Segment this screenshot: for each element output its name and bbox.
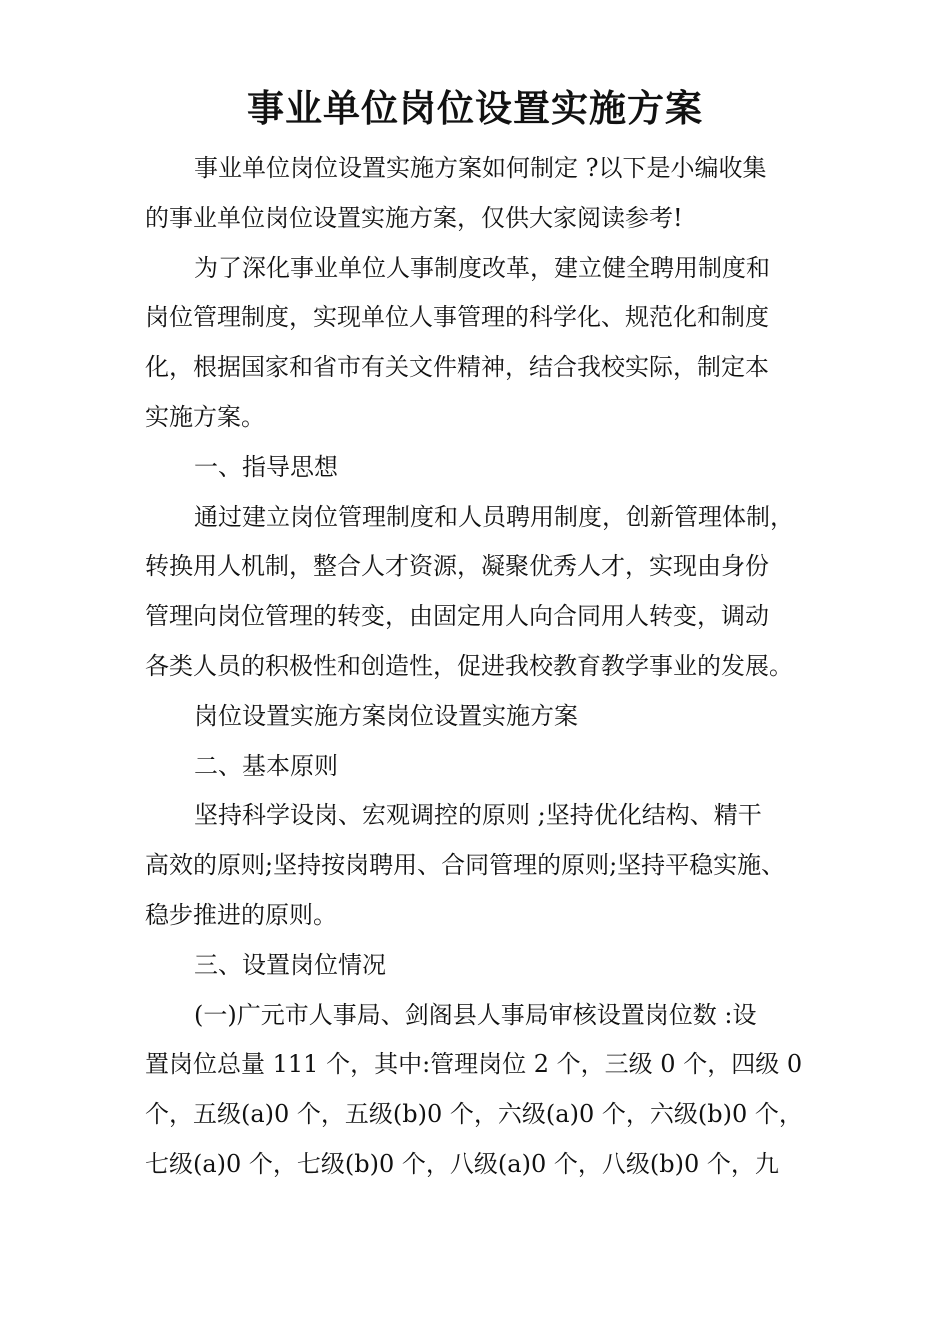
text-line: 个，五级(a)0 个，五级(b)0 个，六级(a)0 个，六级(b)0 个， xyxy=(145,1100,803,1129)
text-line: 为了深化事业单位人事制度改革，建立健全聘用制度和 xyxy=(194,253,770,282)
text-line: 化，根据国家和省市有关文件精神，结合我校实际，制定本 xyxy=(145,353,769,382)
text-line: (一)广元市人事局、剑阁县人事局审核设置岗位数 :设 xyxy=(194,1000,757,1029)
document-title: 事业单位岗位设置实施方案 xyxy=(247,86,703,130)
text-line: 转换用人机制，整合人才资源，凝聚优秀人才，实现由身份 xyxy=(145,552,769,581)
document-body xyxy=(145,144,810,1190)
section-heading: 一、指导思想 xyxy=(194,452,338,481)
section-heading: 二、基本原则 xyxy=(194,751,338,780)
section-heading: 三、设置岗位情况 xyxy=(194,950,386,979)
text-line: 通过建立岗位管理制度和人员聘用制度，创新管理体制， xyxy=(194,502,794,531)
text-line: 事业单位岗位设置实施方案如何制定 ?以下是小编收集 xyxy=(194,154,767,182)
text-line: 坚持科学设岗、宏观调控的原则 ;坚持优化结构、精干 xyxy=(194,801,762,830)
text-line: 岗位管理制度，实现单位人事管理的科学化、规范化和制度 xyxy=(145,303,769,332)
text-line: 七级(a)0 个，七级(b)0 个，八级(a)0 个，八级(b)0 个，九 xyxy=(145,1149,779,1178)
text-line: 的事业单位岗位设置实施方案，仅供大家阅读参考! xyxy=(145,203,683,232)
text-line: 实施方案。 xyxy=(145,402,265,431)
text-line: 稳步推进的原则。 xyxy=(145,900,337,929)
text-line: 各类人员的积极性和创造性，促进我校教育教学事业的发展。 xyxy=(145,651,793,680)
text-line: 置岗位总量 111 个，其中:管理岗位 2 个，三级 0 个，四级 0 xyxy=(145,1050,803,1079)
text-line: 岗位设置实施方案岗位设置实施方案 xyxy=(194,701,578,730)
text-line: 高效的原则;坚持按岗聘用、合同管理的原则;坚持平稳实施、 xyxy=(145,851,786,880)
text-line: 管理向岗位管理的转变，由固定用人向合同用人转变，调动 xyxy=(145,602,769,631)
